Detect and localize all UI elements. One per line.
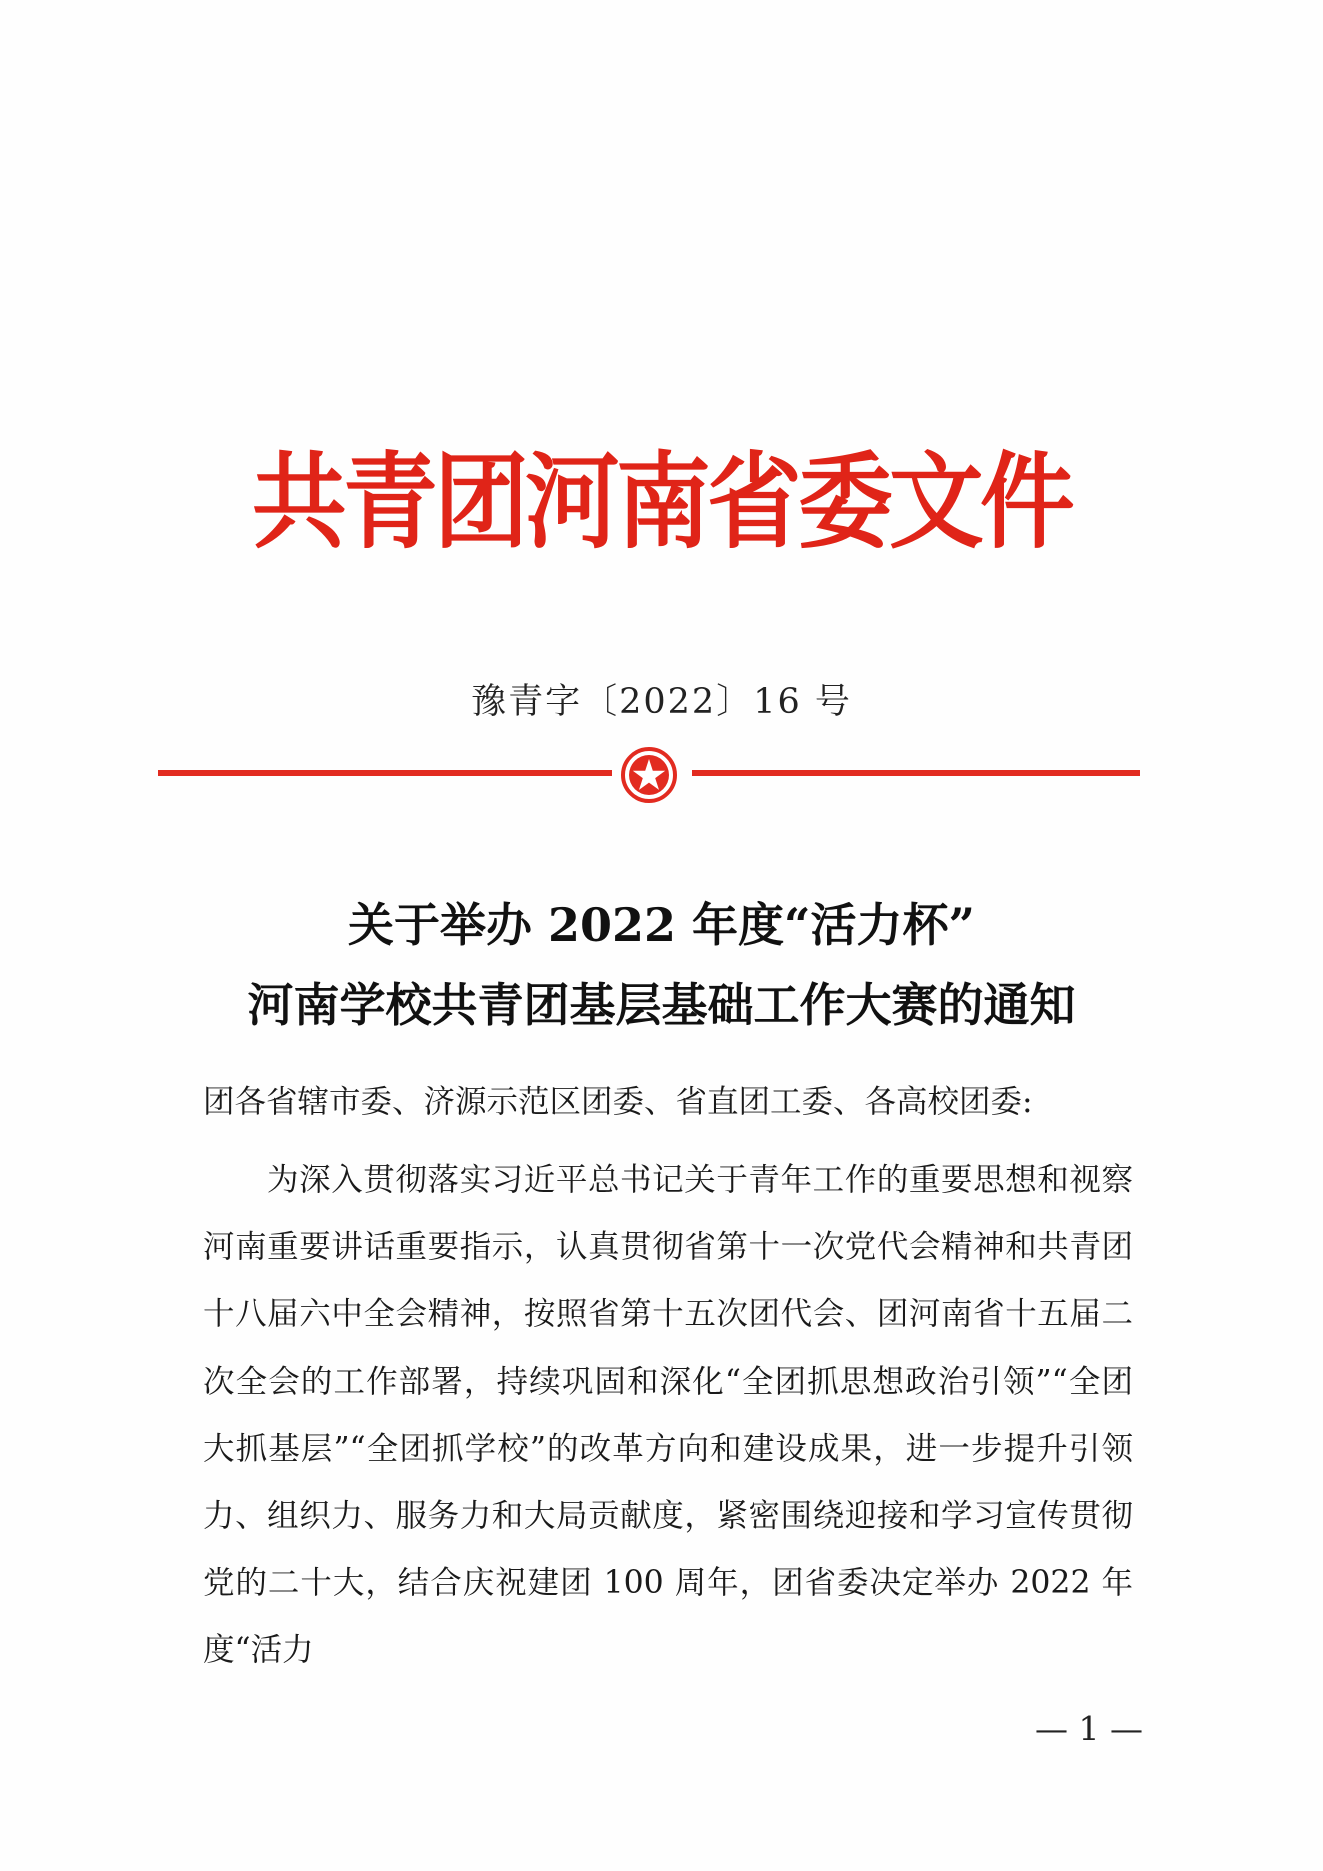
divider-left	[158, 770, 612, 776]
document-number: 豫青字〔2022〕16 号	[471, 682, 852, 722]
divider-right	[692, 770, 1140, 776]
body-paragraph: 为深入贯彻落实习近平总书记关于青年工作的重要思想和视察河南重要讲话重要指示，认真贯彻省第十一次党代会精神和共青团十八届六中全会精神，按照省第十五次团代会、团河南省十五届二次全会的工作部署，持续巩固和深化“全团抓思想政治引领”“全团大抓基层”“全团抓学校”的改革方向和建设成果，进一步提升引领力、组织力、服务力和大局贡献度，紧密围绕迎接和学习宣传贯彻党的二十大，结合庆祝建团 100 周年，团省委决定举办 2022 年度“活力	[203, 1162, 1133, 1669]
header-title: 共青团河南省委文件	[251, 441, 1071, 563]
notice-title-line-2: 河南学校共青团基层基础工作大赛的通知	[247, 978, 1076, 1032]
page-number: — 1 —	[1035, 1709, 1143, 1748]
star-emblem-icon	[620, 746, 678, 804]
salutation: 团各省辖市委、济源示范区团委、省直团工委、各高校团委:	[203, 1084, 1033, 1120]
notice-title-line-1: 关于举办 2022 年度“活力杯”	[348, 898, 975, 952]
